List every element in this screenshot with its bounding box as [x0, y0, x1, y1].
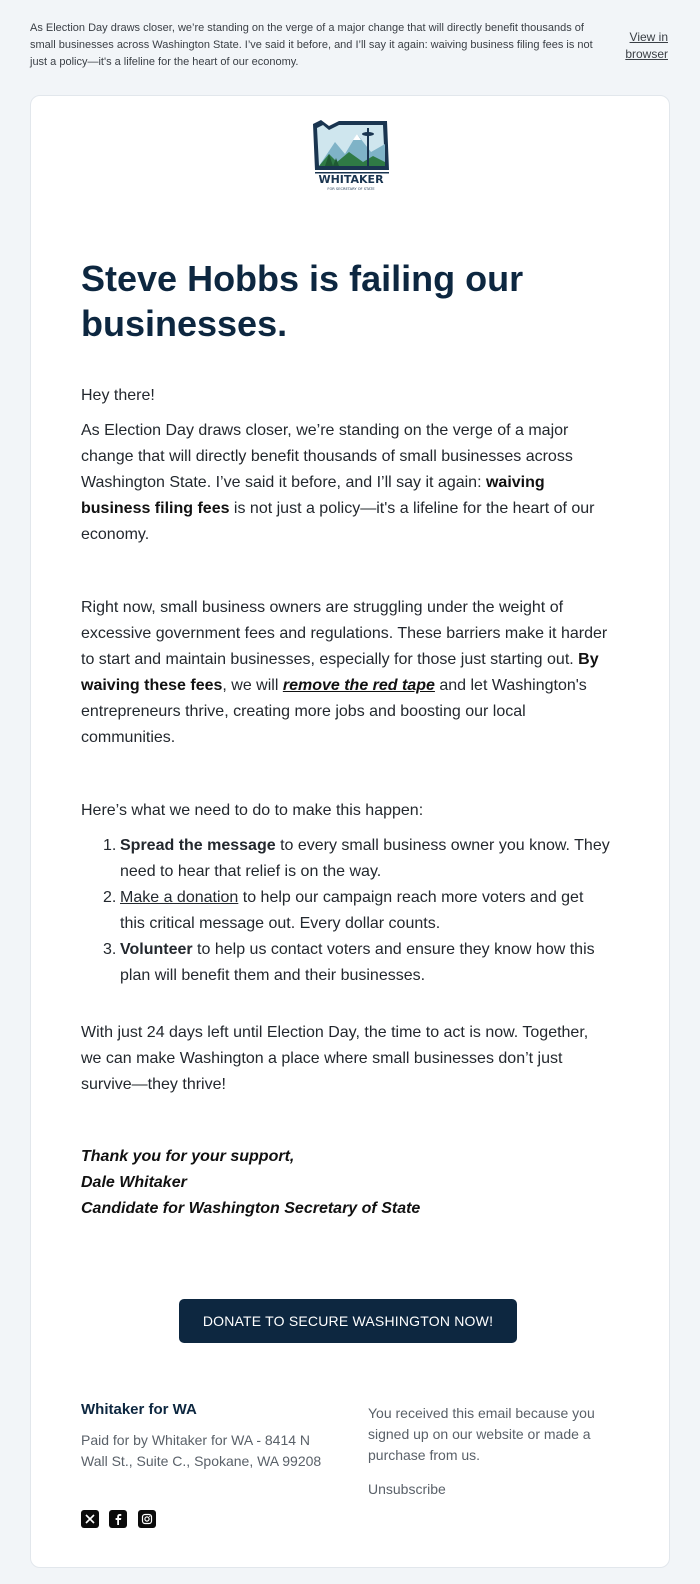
paragraph2-bold: By waiving these fees	[81, 651, 599, 694]
preheader-text: As Election Day draws closer, we’re standing on the verge of a major change that will directly benefit thousands of small businesses across Washington State. I’ve said it before, and I’ll say it again: waiving business filing fees is not just a policy—it's a lifeline for the heart of our economy.	[30, 22, 593, 68]
received-notice: You received this email because you signed up on our website or made a purchase from us.	[368, 1405, 595, 1463]
paragraph2-text-end: and let Washington's entrepreneurs thrive, creating more jobs and boosting our local communities.	[81, 677, 587, 746]
facebook-icon[interactable]	[109, 1510, 127, 1528]
paragraph1-text: As Election Day draws closer, we’re standing on the verge of a major change that will directly benefit thousands of small businesses across Washington State. I’ve said it before, and I’ll say it again:	[81, 422, 573, 491]
signoff-name: Dale Whitaker	[81, 1174, 187, 1191]
paragraph1-text-end: is not just a policy—it's a lifeline for the heart of our economy.	[81, 500, 595, 543]
remove-red-tape-link[interactable]: remove the red tape	[282, 677, 435, 694]
donate-button[interactable]: DONATE TO SECURE WASHINGTON NOW!	[179, 1299, 517, 1343]
paragraph1-bold: waiving business filing fees	[81, 474, 545, 517]
logo-wordmark: WHITAKER	[318, 173, 384, 186]
step-number: 3.	[103, 941, 117, 958]
signoff-thanks: Thank you for your support,	[81, 1148, 295, 1165]
closing-paragraph: With just 24 days left until Election Day, the time to act is now. Together, we can make Washington a place where small businesses don’t just survive—they thrive!	[81, 1024, 589, 1093]
social-links	[81, 1510, 162, 1528]
headline: Steve Hobbs is failing our businesses.	[81, 258, 524, 344]
make-a-donation-link[interactable]: Make a donation	[120, 889, 239, 906]
step-number: 2.	[103, 889, 117, 906]
paragraph2-text: Right now, small business owners are struggling under the weight of excessive government fees and regulations. These barriers make it harder to start and maintain businesses, especially for those just starting out.	[81, 599, 608, 668]
washington-state-logo-icon	[309, 118, 393, 192]
greeting: Hey there!	[81, 387, 155, 404]
unsubscribe-link[interactable]: Unsubscribe	[368, 1481, 446, 1497]
step-text: to every small business owner you know. They need to hear that relief is on the way.	[120, 837, 610, 880]
step-volunteer	[81, 937, 611, 989]
signoff	[81, 1144, 611, 1222]
view-in-browser-link[interactable]: View in browser	[625, 30, 668, 61]
footer-org-name: Whitaker for WA	[81, 1401, 197, 1418]
step-spread-message	[81, 833, 611, 885]
step-text: to help us contact voters and ensure they know how this plan will benefit them and their businesses.	[120, 941, 595, 984]
step-make-donation	[81, 885, 611, 937]
steps-intro: Here’s what we need to do to make this happen:	[81, 802, 424, 819]
email-card	[30, 95, 670, 1568]
action-steps-list	[81, 833, 611, 989]
step-lead: Spread the message	[120, 837, 276, 854]
step-lead: Volunteer	[120, 941, 193, 958]
logo-tagline: FOR SECRETARY OF STATE	[327, 187, 375, 191]
instagram-icon[interactable]	[138, 1510, 156, 1528]
whitaker-logo	[309, 118, 393, 192]
signoff-title: Candidate for Washington Secretary of State	[81, 1200, 421, 1217]
paragraph-waiving-fees	[81, 418, 611, 548]
paragraph2-text-mid: , we will	[222, 677, 283, 694]
paragraph-red-tape	[81, 595, 611, 751]
step-text: to help our campaign reach more voters and get this critical message out. Every dollar counts.	[120, 889, 584, 932]
step-number: 1.	[103, 837, 117, 854]
paid-for-disclaimer: Paid for by Whitaker for WA - 8414 N Wall St., Suite C., Spokane, WA 99208	[81, 1432, 322, 1469]
x-icon[interactable]	[81, 1510, 99, 1528]
